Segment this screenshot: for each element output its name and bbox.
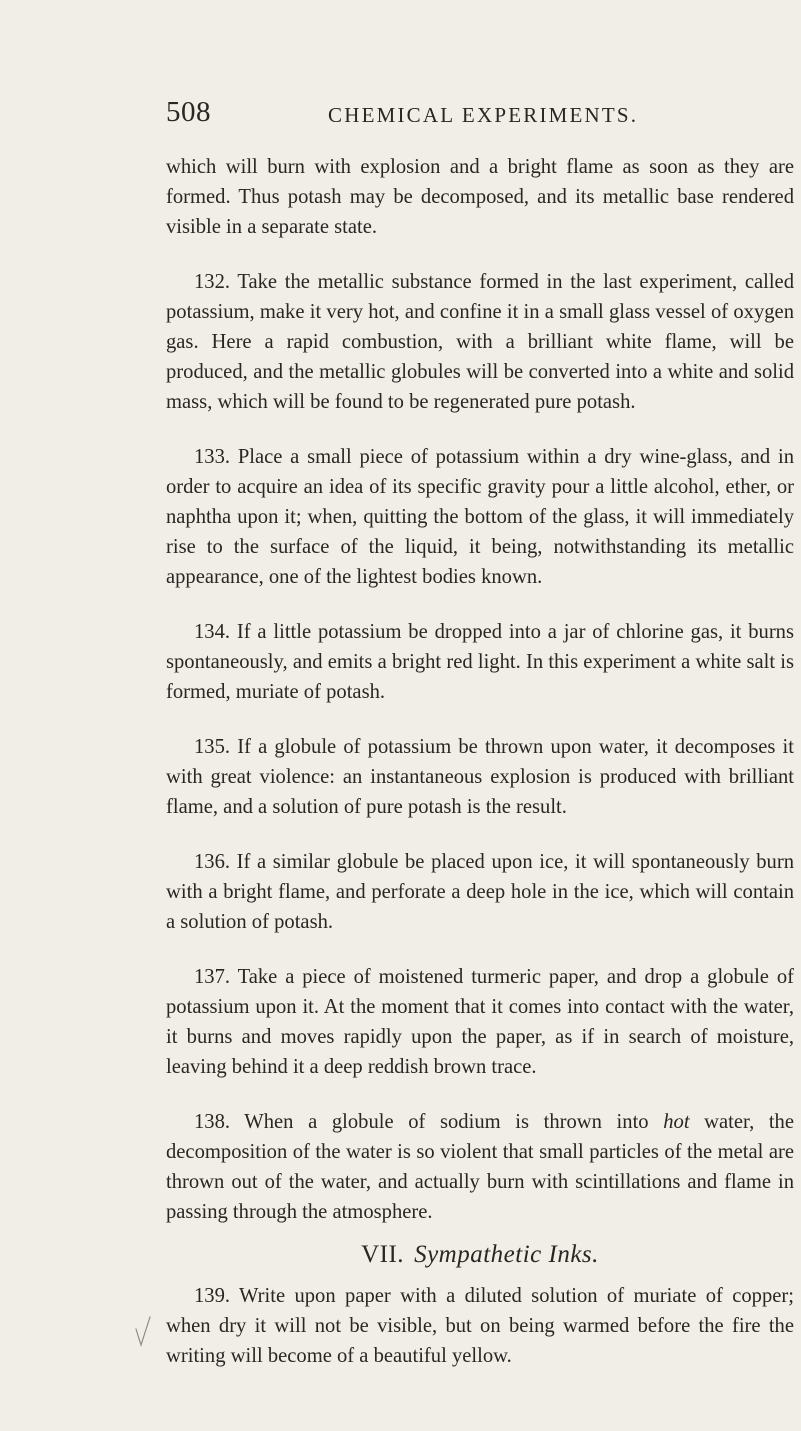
paragraph-134: 134. If a little potassium be dropped into a jar of chlorine gas, it burns spontaneously, and emits a bright red light. In this experiment a white salt is formed, muriate of potash.: [166, 621, 794, 703]
running-head: [166, 96, 766, 136]
paragraph-135: 135. If a globule of potassium be thrown upon water, it decomposes it with great violence: an instantaneous explosion is produced with brilliant flame, and a solution of pure potash is the result.: [166, 736, 794, 818]
paragraph-133: 133. Place a small piece of potassium within a dry wine-glass, and in order to acquire an idea of its specific gravity pour a little alcohol, ether, or naphtha upon it; when, quitting the bottom of the glass, it will immediately rise to the surface of the liquid, it being, notwithstanding its metallic appearance, one of the lightest bodies known.: [166, 446, 794, 588]
pencil-check-mark-icon: [134, 1315, 152, 1349]
section-number: VII.: [361, 1241, 405, 1268]
paragraph-136: 136. If a similar globule be placed upon ice, it will spontaneously burn with a bright flame, and perforate a deep hole in the ice, which will contain a solution of potash.: [166, 851, 794, 933]
paragraph-139: 139. Write upon paper with a diluted solution of muriate of copper; when dry it will not be visible, but on being warmed before the fire the writing will become of a beautiful yellow.: [166, 1285, 794, 1367]
running-title: CHEMICAL EXPERIMENTS.: [328, 103, 639, 127]
body-text: [166, 152, 794, 1371]
paragraph-137: 137. Take a piece of moistened turmeric paper, and drop a globule of potassium upon it. At the moment that it comes into contact with the water, it burns and moves rapidly upon the paper, as if in search of moisture, leaving behind it a deep reddish brown trace.: [166, 966, 794, 1078]
paragraph-continuation: which will burn with explosion and a bright flame as soon as they are formed. Thus potash may be decomposed, and its metallic base rendered visible in a separate state.: [166, 156, 794, 238]
paragraph-138-emphasis: hot: [663, 1111, 690, 1133]
paragraph-132: 132. Take the metallic substance formed in the last experiment, called potassium, make it very hot, and confine it in a small glass vessel of oxygen gas. Here a rapid combustion, with a brilliant white flame, will be produced, and the metallic globules will be converted into a white and solid mass, which will be found to be regenerated pure potash.: [166, 271, 794, 413]
paragraph-138: [166, 1107, 794, 1227]
section-heading: [166, 1241, 794, 1269]
section-title: Sympathetic Inks.: [414, 1241, 599, 1268]
paragraph-138-start: 138. When a globule of sodium is thrown into: [194, 1111, 664, 1133]
paragraph-138-end: water, the decomposition of the water is so violent that small particles of the metal are thrown out of the water, and actually burn with scintillations and flame in passing through the atmosphere.: [166, 1111, 794, 1223]
page-number: 508: [166, 96, 211, 128]
